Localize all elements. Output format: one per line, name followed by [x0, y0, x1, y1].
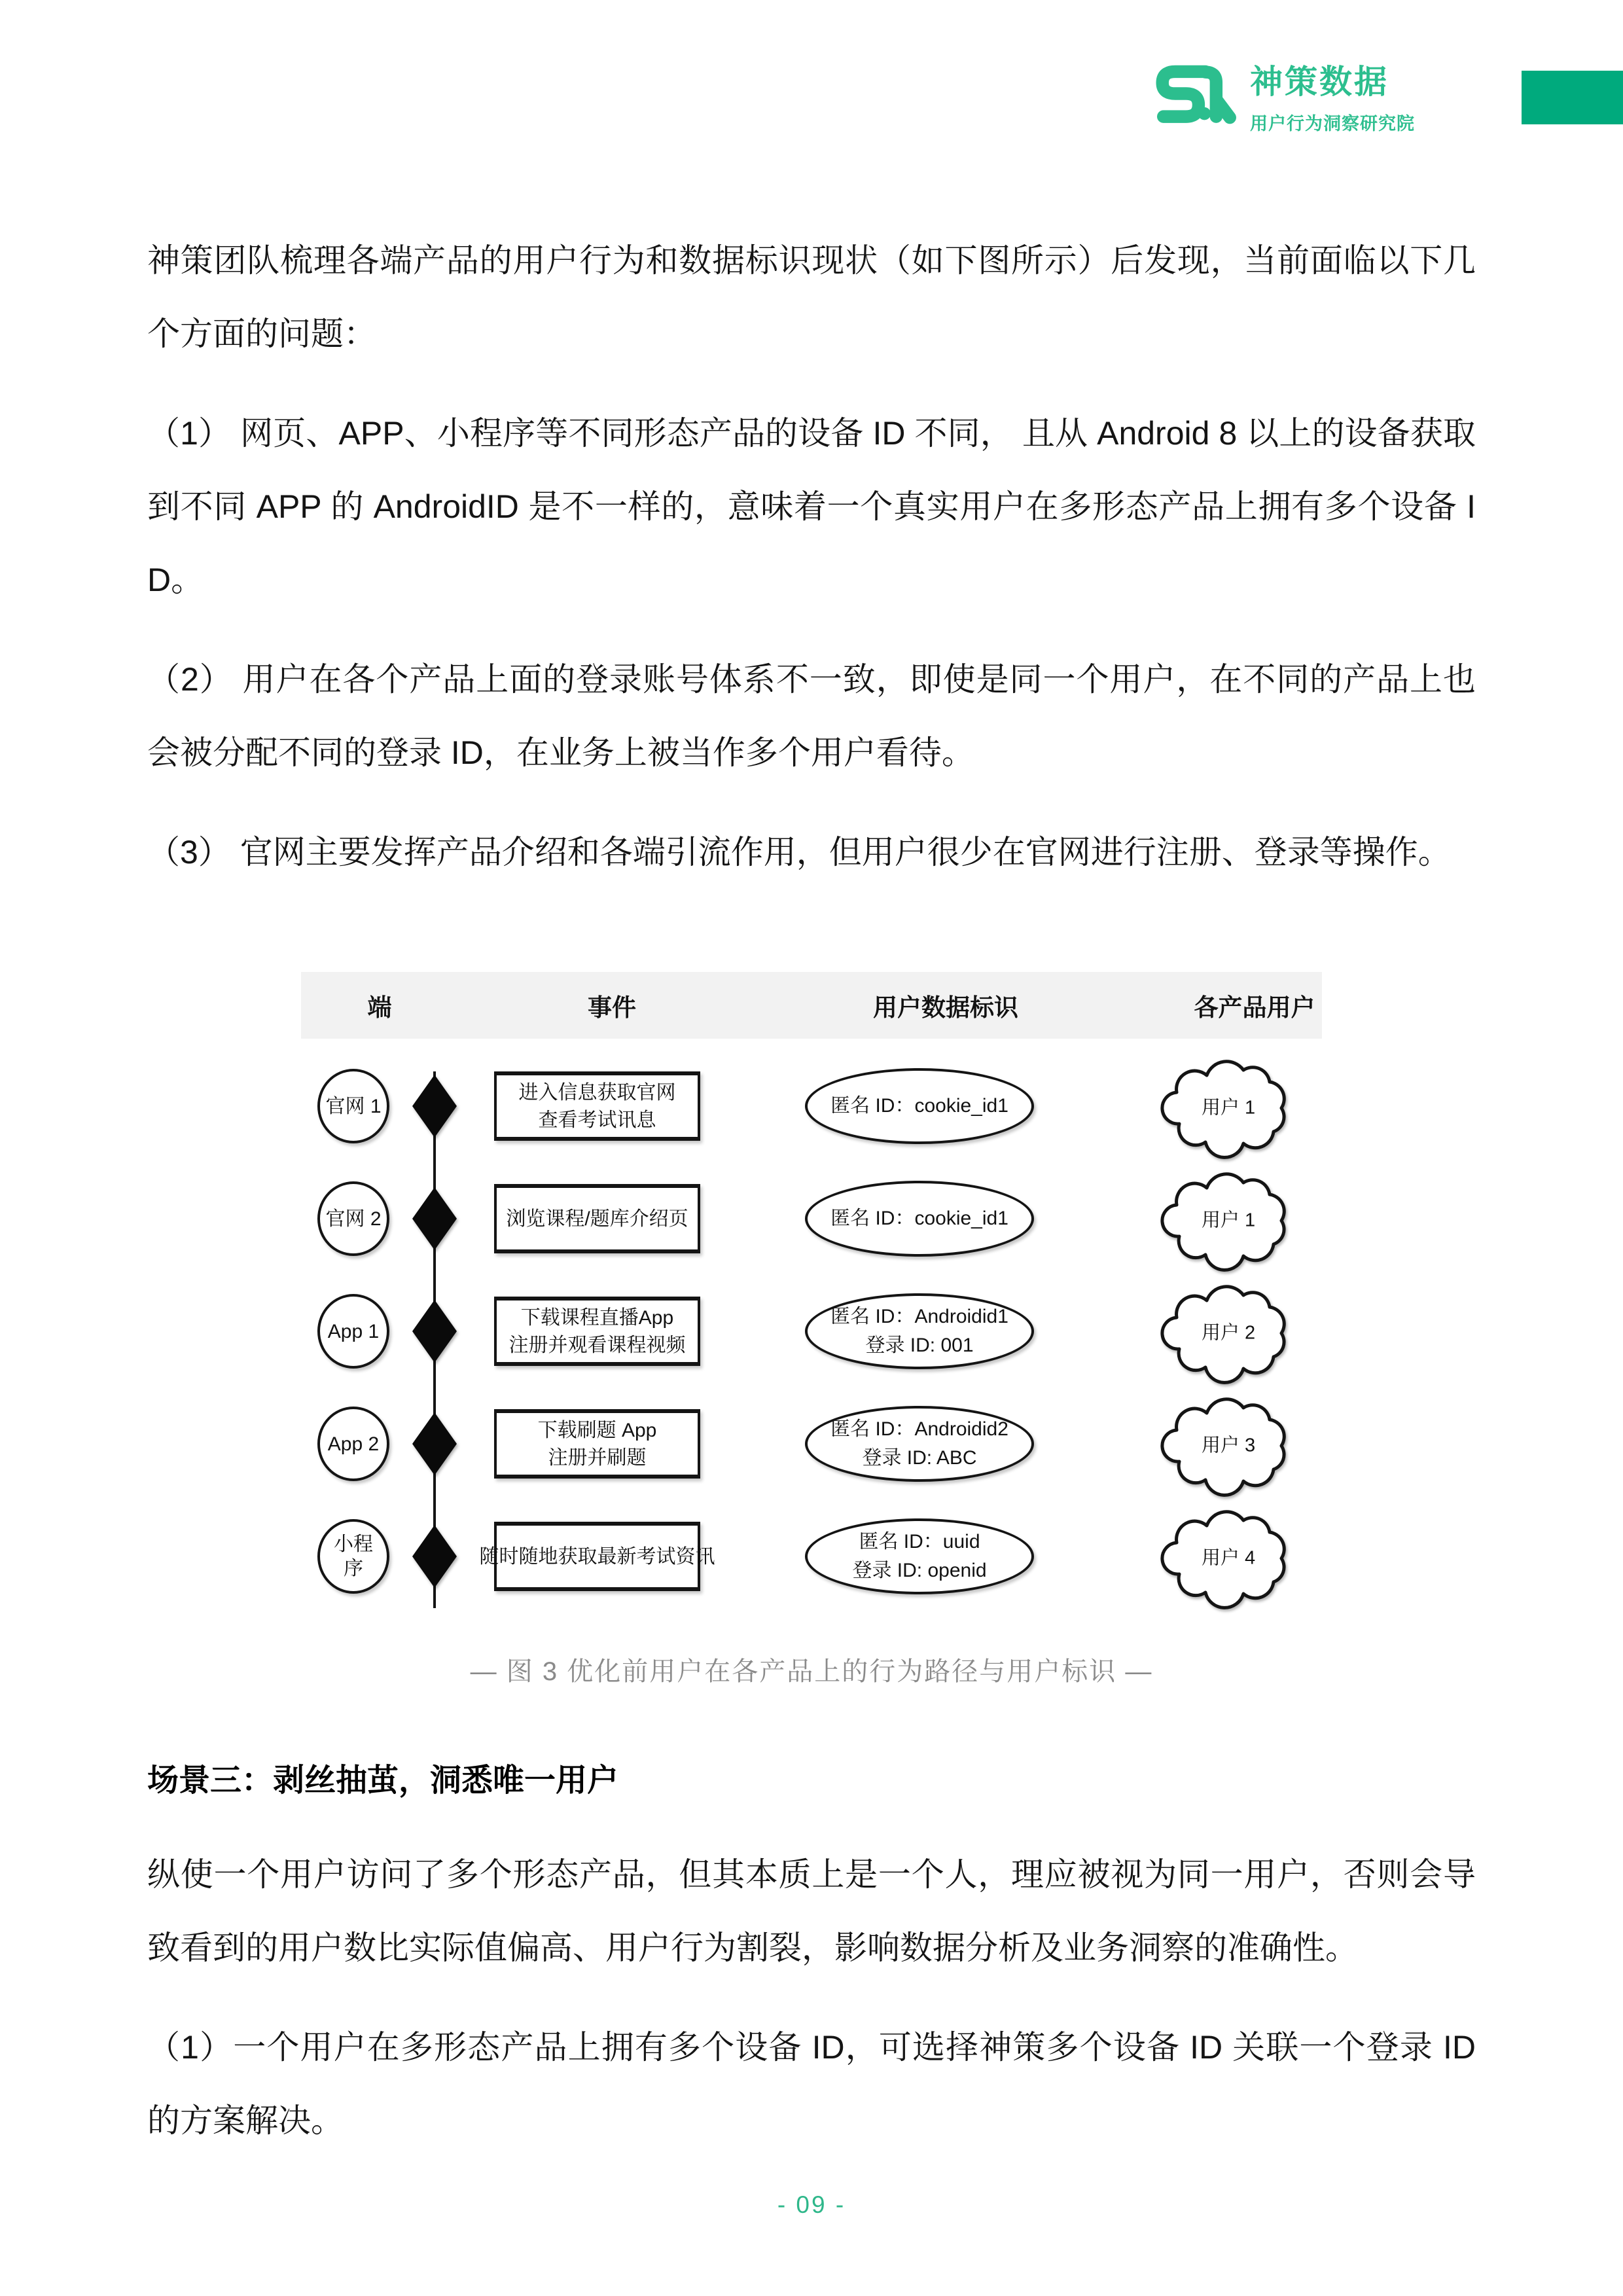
event-box: 进入信息获取官网 查看考试讯息 [494, 1071, 700, 1141]
id-node: 匿名 ID：uuid 登录 ID: openid [805, 1518, 1034, 1594]
user-cloud [1160, 1276, 1297, 1387]
id-node: 匿名 ID：cookie_id1 [805, 1181, 1034, 1257]
event-box: 下载刷题 App 注册并刷题 [494, 1409, 700, 1479]
user-cloud [1160, 1501, 1297, 1612]
column-header-product-user: 各产品用户 [1194, 994, 1315, 1021]
timeline-diamond-icon [412, 1525, 457, 1588]
column-header-event: 事件 [588, 994, 636, 1021]
terminal-node: 官网 1 [317, 1069, 389, 1143]
brand-logo-text [1250, 56, 1415, 135]
user-cloud-label: 用户 3 [1201, 1435, 1256, 1456]
sr-logo-mark-icon [1147, 59, 1237, 132]
section-text-block [147, 1838, 1476, 2183]
event-box: 浏览课程/题库介绍页 [494, 1184, 700, 1253]
paragraph-intro: 神策团队梳理各端产品的用户行为和数据标识现状（如下图所示）后发现，当前面临以下几个方面的问题： [147, 242, 1476, 352]
column-header-terminal: 端 [367, 994, 392, 1021]
terminal-node: 官网 2 [317, 1181, 389, 1256]
user-cloud [1160, 1163, 1297, 1274]
figure-header-bar [301, 972, 1322, 1039]
section-paragraph-2: （1）一个用户在多形态产品上拥有多个设备 ID，可选择神策多个设备 ID 关联一个登录 ID 的方案解决。 [147, 2029, 1476, 2139]
timeline-diamond-icon [412, 1300, 457, 1363]
terminal-node: App 1 [317, 1294, 389, 1369]
user-cloud-label: 用户 1 [1201, 1097, 1256, 1119]
user-cloud-label: 用户 4 [1201, 1547, 1256, 1569]
event-box: 随时随地获取最新考试资讯 [494, 1522, 700, 1591]
user-cloud [1160, 1388, 1297, 1499]
id-node: 匿名 ID：Androidid1 登录 ID: 001 [805, 1293, 1034, 1369]
brand-logo [1147, 56, 1415, 135]
timeline-diamond-icon [412, 1412, 457, 1475]
user-cloud-label: 用户 1 [1201, 1210, 1256, 1231]
terminal-node: App 2 [317, 1407, 389, 1481]
figure-caption: — 图 3 优化前用户在各产品上的行为路径与用户标识 — [470, 1657, 1153, 1686]
timeline-diamond-icon [412, 1075, 457, 1138]
user-cloud-label: 用户 2 [1201, 1322, 1256, 1344]
figure-diagram [275, 972, 1361, 1666]
paragraph-item-3: （3） 官网主要发挥产品介绍和各端引流作用，但用户很少在官网进行注册、登录等操作。 [147, 834, 1451, 870]
intro-text-block [147, 224, 1476, 915]
corner-brand-block [1522, 71, 1623, 124]
column-header-user-data-id: 用户数据标识 [873, 994, 1018, 1021]
id-node: 匿名 ID：cookie_id1 [805, 1068, 1034, 1144]
user-cloud [1160, 1050, 1297, 1162]
id-node: 匿名 ID：Androidid2 登录 ID: ABC [805, 1406, 1034, 1482]
terminal-node: 小程 序 [317, 1519, 389, 1594]
section-paragraph-1: 纵使一个用户访问了多个形态产品，但其本质上是一个人，理应被视为同一用户，否则会导致看到的用户数比实际值偏高、用户行为割裂，影响数据分析及业务洞察的准确性。 [147, 1856, 1476, 1966]
brand-subtitle: 用户行为洞察研究院 [1250, 114, 1415, 134]
paragraph-item-1: （1） 网页、APP、小程序等不同形态产品的设备 ID 不同， 且从 Android 8 以上的设备获取到不同 APP 的 AndroidID 是不一样的，意味着一个真实用户在多形态产品上拥有多个设备 ID。 [147, 415, 1476, 598]
timeline-diamond-icon [412, 1187, 457, 1250]
page-number: - 09 - [777, 2191, 846, 2218]
event-box: 下载课程直播App 注册并观看课程视频 [494, 1297, 700, 1366]
section-heading: 场景三：剥丝抽茧，洞悉唯一用户 [147, 1763, 619, 1798]
paragraph-item-2: （2） 用户在各个产品上面的登录账号体系不一致，即使是同一个用户，在不同的产品上也会被分配不同的登录 ID，在业务上被当作多个用户看待。 [147, 661, 1476, 771]
brand-title: 神策数据 [1250, 63, 1389, 100]
